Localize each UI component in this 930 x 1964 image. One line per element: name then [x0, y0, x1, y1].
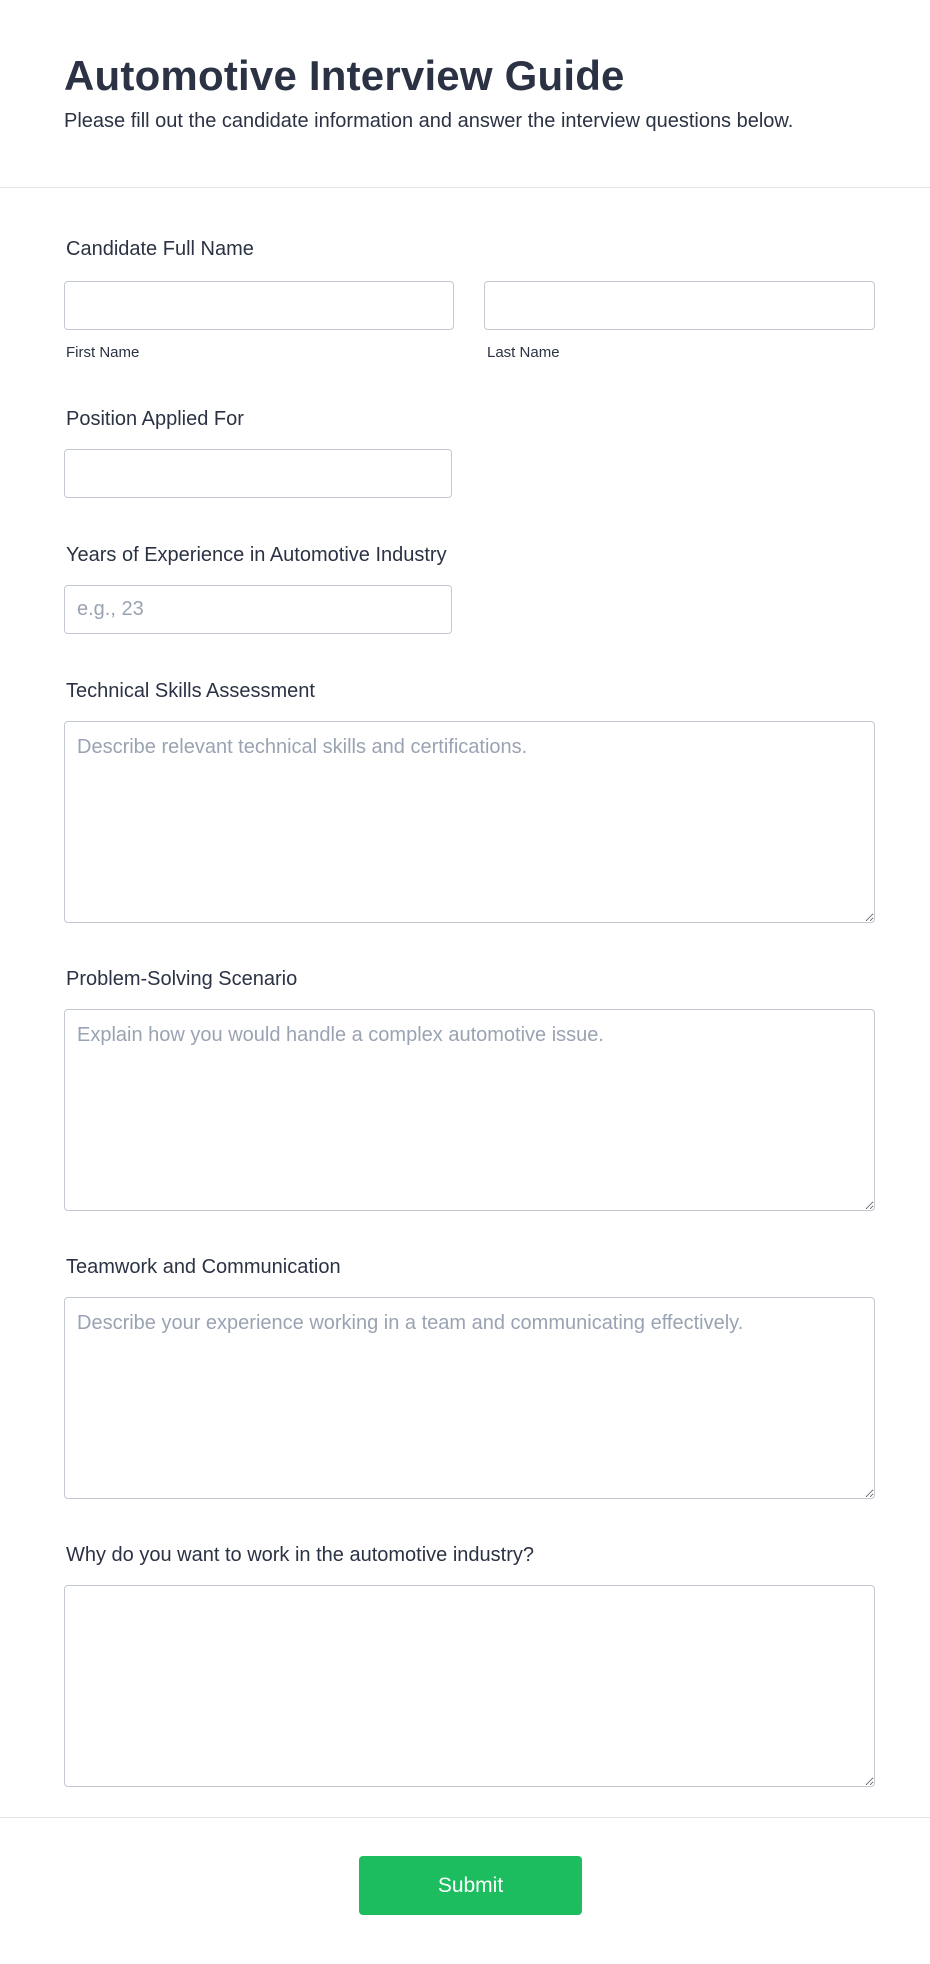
teamwork-label: Teamwork and Communication [66, 1256, 341, 1278]
experience-label: Years of Experience in Automotive Industry [66, 544, 447, 566]
problem-solving-label: Problem-Solving Scenario [66, 968, 298, 990]
experience-input[interactable] [64, 585, 452, 634]
motivation-label: Why do you want to work in the automotive industry? [66, 1544, 535, 1566]
teamwork-textarea[interactable] [64, 1297, 875, 1499]
last-name-caption: Last Name [487, 344, 560, 361]
first-name-input[interactable] [64, 281, 454, 330]
problem-solving-textarea[interactable] [64, 1009, 875, 1211]
submit-button[interactable]: Submit [359, 1856, 582, 1915]
candidate-name-label: Candidate Full Name [66, 238, 254, 260]
form-header [0, 0, 930, 188]
motivation-textarea[interactable] [64, 1585, 875, 1787]
position-label: Position Applied For [66, 408, 244, 430]
page-subtitle: Please fill out the candidate information and answer the interview questions below. [64, 110, 794, 132]
last-name-input[interactable] [484, 281, 875, 330]
page-title: Automotive Interview Guide [64, 52, 625, 99]
technical-skills-textarea[interactable] [64, 721, 875, 923]
position-input[interactable] [64, 449, 452, 498]
technical-skills-label: Technical Skills Assessment [66, 680, 315, 702]
first-name-caption: First Name [66, 344, 140, 361]
footer-divider [0, 1817, 930, 1818]
